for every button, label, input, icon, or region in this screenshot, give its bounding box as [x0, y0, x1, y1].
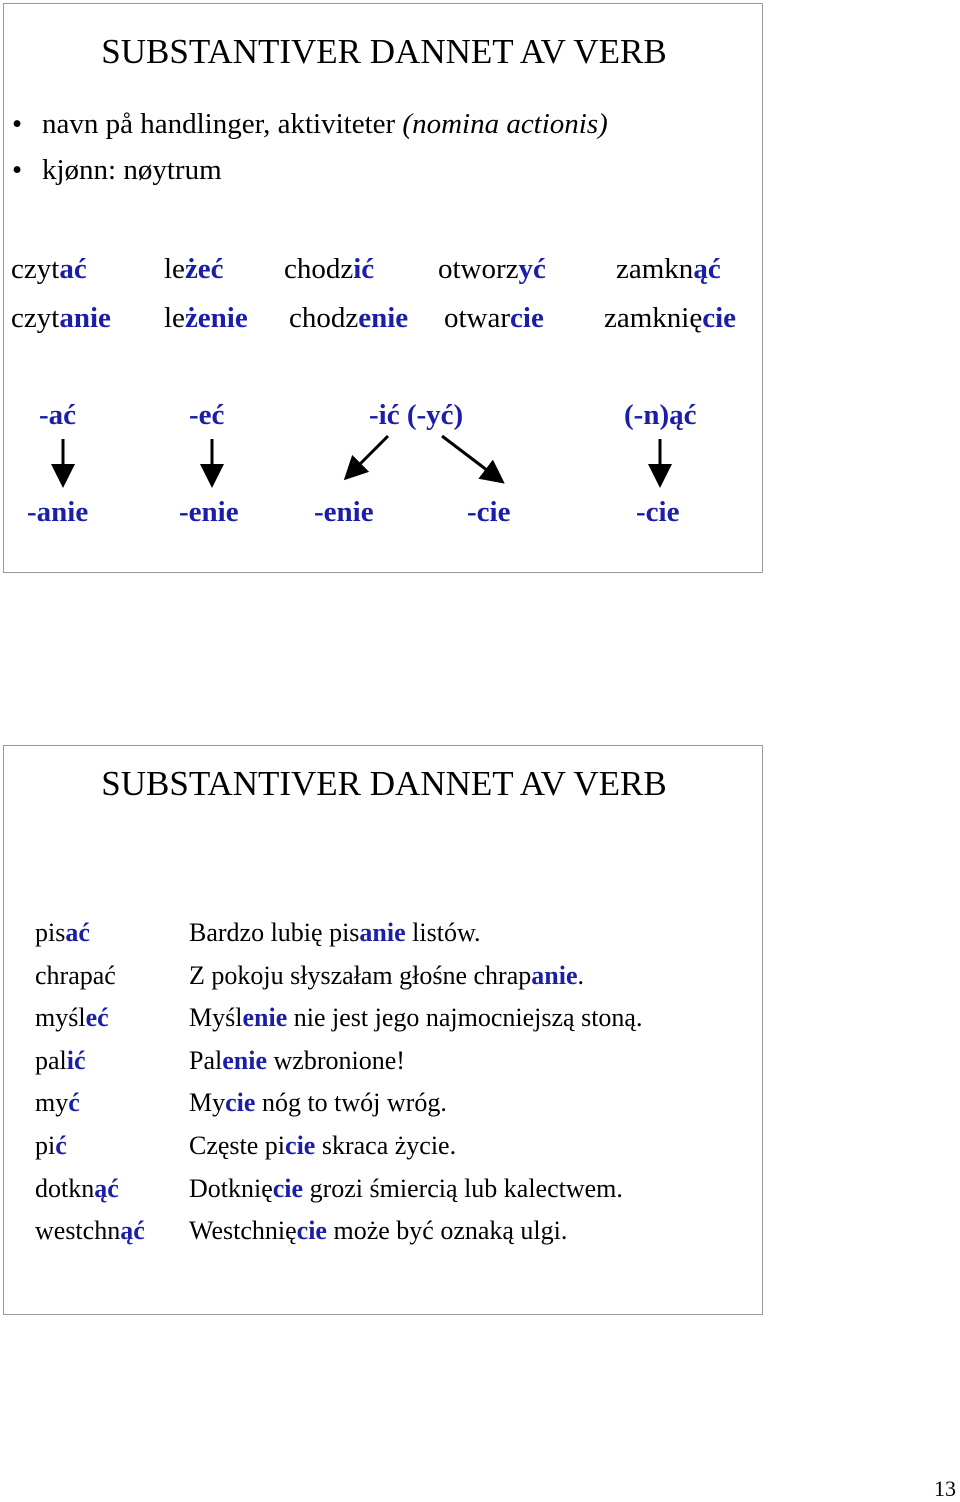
page-number: 13 — [934, 1476, 956, 1501]
example-sentence: Mycie nóg to twój wróg. — [189, 1088, 447, 1117]
verb-cell: chrapać — [35, 961, 116, 990]
bullet-dot-icon: • — [12, 154, 23, 186]
noun-word: leżenie — [164, 302, 248, 334]
bullet-item: • kjønn: nøytrum — [12, 154, 222, 186]
verb-cell: myć — [35, 1088, 80, 1117]
noun-suffix: -cie — [467, 496, 511, 528]
noun-word: otwarcie — [444, 302, 544, 334]
noun-suffix: -enie — [179, 496, 239, 528]
verb-cell: dotknąć — [35, 1174, 119, 1203]
verb-cell: pić — [35, 1131, 67, 1160]
example-sentence: Z pokoju słyszałam głośne chrapanie. — [189, 961, 584, 990]
derivation-arrows — [4, 4, 764, 574]
verb-cell: westchnąć — [35, 1216, 145, 1245]
example-sentence: Palenie wzbronione! — [189, 1046, 405, 1075]
arrow-down-left-icon — [348, 436, 388, 476]
verb-word: chodzić — [284, 253, 375, 285]
example-sentence: Częste picie skraca życie. — [189, 1131, 457, 1160]
slide-title: SUBSTANTIVER DANNET AV VERB — [101, 32, 667, 71]
example-sentence: Myślenie nie jest jego najmocniejszą stoną. — [189, 1003, 643, 1032]
noun-suffix: -anie — [27, 496, 89, 528]
noun-word: chodzenie — [289, 302, 409, 334]
arrow-down-right-icon — [442, 436, 500, 480]
verb-cell: myśleć — [35, 1003, 109, 1032]
example-sentence: Westchnięcie może być oznaką ulgi. — [189, 1216, 568, 1245]
bullet-dot-icon: • — [12, 108, 23, 140]
slide-1 — [3, 3, 763, 573]
verb-suffix: -eć — [189, 399, 225, 431]
slide-title: SUBSTANTIVER DANNET AV VERB — [101, 764, 667, 803]
verb-word: otworzyć — [438, 253, 546, 285]
verb-word: zamknąć — [616, 253, 721, 285]
example-sentence: Dotknięcie grozi śmiercią lub kalectwem. — [189, 1174, 623, 1203]
verb-word: czytać — [11, 253, 87, 285]
verb-word: leżeć — [164, 253, 224, 285]
noun-word: czytanie — [11, 302, 111, 334]
verb-suffix: -ać — [39, 399, 77, 431]
slide-2 — [3, 745, 763, 1315]
example-sentence: Bardzo lubię pisanie listów. — [189, 918, 481, 947]
noun-suffix: -enie — [314, 496, 374, 528]
noun-suffix: -cie — [636, 496, 680, 528]
verb-suffix: (-n)ąć — [624, 399, 697, 431]
verb-cell: pisać — [35, 918, 90, 947]
verb-suffix: -ić (-yć) — [369, 399, 464, 431]
bullet-item: • navn på handlinger, aktiviteter (nomina actionis) — [12, 108, 608, 140]
noun-word: zamknięcie — [604, 302, 737, 334]
verb-cell: palić — [35, 1046, 86, 1075]
